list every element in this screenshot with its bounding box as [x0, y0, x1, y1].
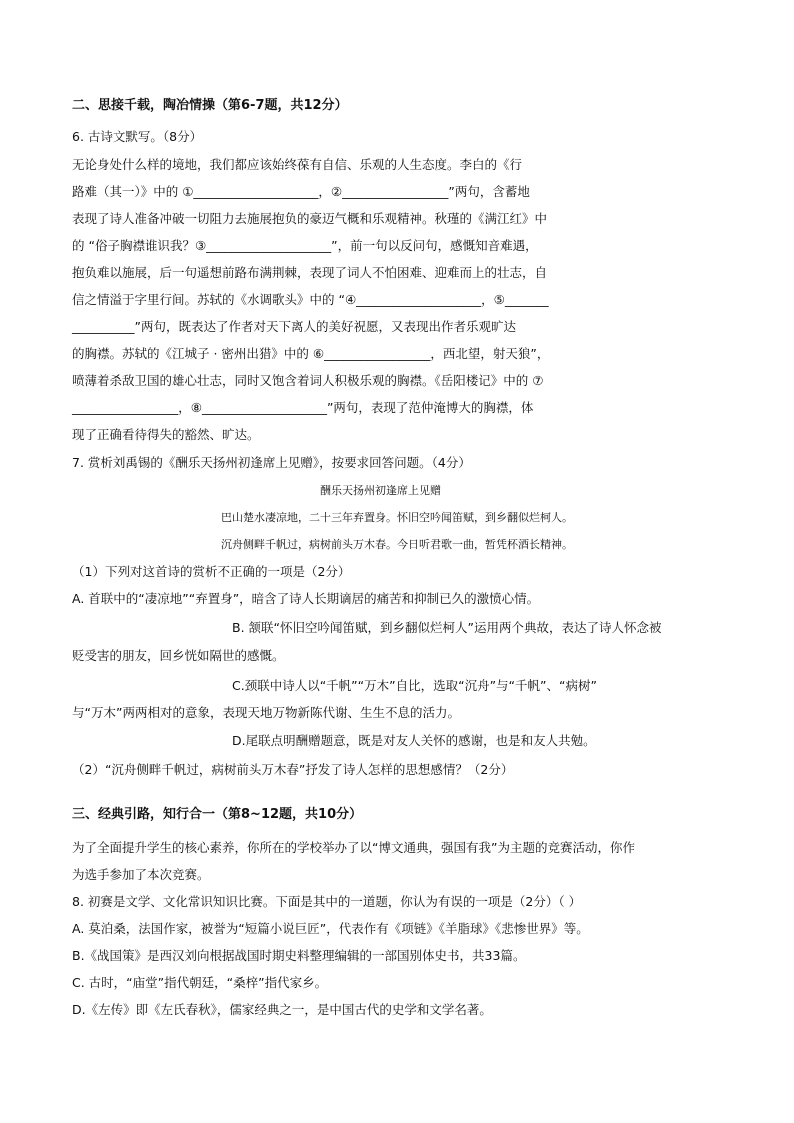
q7-stem: 7. 赏析刘禹锡的《酬乐天扬州初逢席上见赠》，按要求回答问题。（4分）	[72, 455, 471, 470]
q6-line: 抱负难以施展，后一句遥想前路布满荆棘，表现了词人不怕困难、迎难而上的壮志，自	[72, 265, 548, 280]
section-3-heading: 三、经典引路，知行合一（第8~12题，共10分）	[72, 807, 363, 822]
q6-line: 无论身处什么样的境地，我们都应该始终葆有自信、乐观的人生态度。李白的《行	[72, 157, 523, 172]
q6-line: 的 “俗子胸襟谁识我？③____________________”，前一句以反问句，感慨知音难遇，	[72, 238, 538, 253]
q6-line: 现了正确看待得失的豁然、旷达。	[72, 427, 260, 442]
q7-option-b: B. 颔联“怀旧空吟闻笛赋，到乡翻似烂柯人”运用两个典故，表达了诗人怀念被	[232, 620, 662, 635]
q7-option-c: C.颈联中诗人以“千帆”“万木”自比，选取“沉舟”与“千帆”、“病树”	[232, 678, 597, 693]
q7-option-c-cont: 与“万木”两两相对的意象，表现天地万物新陈代谢、生生不息的活力。	[72, 705, 460, 720]
poem-line: 巴山楚水凄凉地，二十三年弃置身。怀旧空吟闻笛赋，到乡翻似烂柯人。	[221, 511, 573, 524]
q6-line: 喷薄着杀敌卫国的雄心壮志，同时又饱含着词人积极乐观的胸襟。《岳阳楼记》中的 ⑦	[72, 373, 544, 388]
q7-option-b-cont: 贬受害的朋友，回乡恍如隔世的感慨。	[72, 648, 285, 663]
q7-sub1: （1）下列对这首诗的赏析不正确的一项是（2分）	[72, 564, 351, 579]
q6-line: __________”两句，既表达了作者对天下离人的美好祝愿，又表现出作者乐观旷达	[72, 319, 516, 334]
q6-line: 路难（其一）》中的 ①____________________，②_________________”两句，含蓄地	[72, 184, 530, 199]
q6-line: 的胸襟。苏轼的《江城子 · 密州出猎》中的 ⑥_________________，西北望，射天狼”，	[72, 346, 550, 361]
q8-option-b: B.《战国策》是西汉刘向根据战国时期史料整理编辑的一部国别体史书，共33篇。	[72, 948, 526, 963]
q6-stem: 6. 古诗文默写。（8分）	[72, 129, 203, 144]
q6-line: 信之情溢于字里行间。苏轼的《水调歌头》中的 “④____________________，⑤_______	[72, 292, 549, 307]
section-3-intro: 为了全面提升学生的核心素养，你所在的学校举办了以“博文通典，强国有我”为主题的竞赛活动，你作	[72, 840, 635, 855]
section-2-heading: 二、思接千载，陶冶情操（第6-7题，共12分）	[72, 98, 348, 113]
q8-option-a: A. 莫泊桑，法国作家，被誉为“短篇小说巨匠”，代表作有《项链》《羊脂球》《悲惨世界》等。	[72, 921, 589, 936]
q7-option-d: D.尾联点明酬赠题意，既是对友人关怀的感谢，也是和友人共勉。	[232, 733, 596, 748]
poem-line: 沉舟侧畔千帆过，病树前头万木春。今日听君歌一曲，暂凭杯酒长精神。	[221, 538, 573, 551]
section-3-intro-cont: 为选手参加了本次竞赛。	[72, 867, 210, 882]
q8-option-d: D.《左传》即《左氏春秋》，儒家经典之一，是中国古代的史学和文学名著。	[72, 1002, 492, 1017]
q7-sub2: （2）“沉舟侧畔千帆过，病树前头万木春”抒发了诗人怎样的思想感情？（2分）	[72, 762, 514, 777]
poem-title: 酬乐天扬州初逢席上见赠	[320, 484, 441, 497]
q7-option-a: A. 首联中的“凄凉地”“弃置身”，暗含了诗人长期谪居的痛苦和抑制已久的激愤心情。	[72, 591, 540, 606]
q8-stem: 8. 初赛是文学、文化常识知识比赛。下面是其中的一道题，你认为有误的一项是（2分）（ ）	[72, 894, 582, 909]
q6-line: _________________，⑧____________________”两句，表现了范仲淹博大的胸襟，体	[72, 400, 534, 415]
q6-line: 表现了诗人准备冲破一切阻力去施展抱负的豪迈气概和乐观精神。秋瑾的《满江红》中	[72, 211, 548, 226]
q8-option-c: C. 古时，“庙堂”指代朝廷，“桑梓”指代家乡。	[72, 975, 328, 990]
